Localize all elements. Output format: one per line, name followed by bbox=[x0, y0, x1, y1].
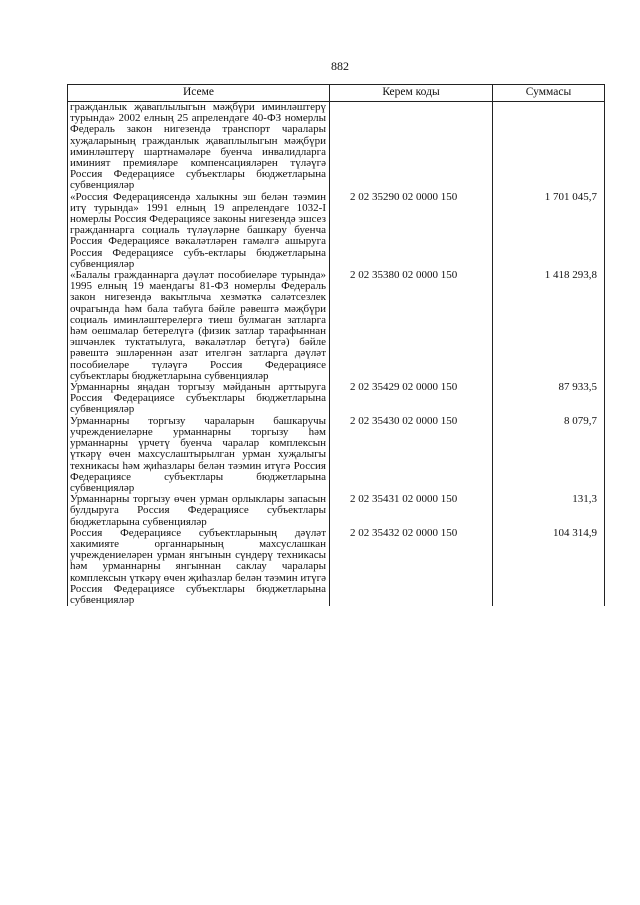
table-row bbox=[68, 494, 605, 528]
table-row bbox=[68, 270, 605, 382]
row-code: 2 02 35290 02 0000 150 bbox=[350, 190, 458, 203]
row-sum: 1 701 045,7 bbox=[493, 192, 605, 270]
table-row bbox=[68, 382, 605, 416]
table-row bbox=[68, 102, 605, 192]
row-sum: 131,3 bbox=[493, 494, 605, 528]
row-code: 2 02 35432 02 0000 150 bbox=[350, 526, 458, 539]
row-name: «Россия Федерациясендә халыкны эш белән тәэмин итү турында» 1991 елның 19 апрелендәге 1032-I номерлы Россия Федерациясе законы нигезендә эшсез гражданнарга социаль түләүләрне башкару буенча Россия Федерациясе вәкаләтләрен гамәлгә ашыруга Россия Федерациясе субъ-ектлары бюджетларына субвенцияләр bbox=[68, 192, 330, 270]
table-row bbox=[68, 192, 605, 270]
row-code: 2 02 35430 02 0000 150 bbox=[350, 414, 458, 427]
column-header-sum: Суммасы bbox=[493, 85, 605, 102]
row-code bbox=[330, 102, 493, 192]
row-name: Россия Федерациясе субъектларының дәүләт хакимияте органнарының махсуслашкан учреждениеләрен урман янгынын сүндерү техникасы һәм урманнарны янгыннан саклау чаралары комплексын үткәрү өчен җиһазлар белән тәэмин итүгә Россия Федерациясе субъектлары бюджетларына субвенцияләр bbox=[68, 528, 330, 606]
row-sum: 1 418 293,8 bbox=[493, 270, 605, 382]
row-code: 2 02 35429 02 0000 150 bbox=[350, 381, 458, 394]
row-sum: 87 933,5 bbox=[493, 382, 605, 416]
column-header-code: Керем коды bbox=[330, 85, 493, 102]
row-sum: 104 314,9 bbox=[493, 528, 605, 606]
row-code: 2 02 35380 02 0000 150 bbox=[350, 269, 458, 282]
table-row bbox=[68, 416, 605, 494]
table-header-row bbox=[68, 85, 605, 102]
row-name: Урманнарны яңадан торгызу мәйданын арттыруга Россия Федерациясе субъектлары бюджетларына субвенцияләр bbox=[68, 382, 330, 416]
row-name: Урманнарны торгызу өчен урман орлыклары запасын булдыруга Россия Федерациясе субъектлары бюджетларына субвенцияләр bbox=[68, 494, 330, 528]
budget-table bbox=[67, 84, 605, 606]
page-number: 882 bbox=[331, 59, 349, 73]
row-sum: 8 079,7 bbox=[493, 416, 605, 494]
row-code: 2 02 35431 02 0000 150 bbox=[350, 493, 458, 506]
row-name: «Балалы гражданнарга дәүләт пособиеләре турында» 1995 елның 19 маендагы 81-ФЗ номерлы Федераль закон нигезендә вакытлыча хезмәткә сәләтсезлек очрагында һәм бала табуга бәйле рәвештә мәҗбүри социаль иминләштерелергә тиеш булмаган затларга һәм оешмалар бетерелүгә (физик затлар тарафыннан эшчәнлек туктатылуга, вәкаләтләр бетүгә) бәйле рәвештә эшләреннән азат ителгән затларга дәүләт пособиеләре түләүгә Россия Федерациясе субъектлары бюджетларына субвенцияләр bbox=[68, 270, 330, 382]
row-sum bbox=[493, 102, 605, 192]
row-name: Урманнарны торгызу чараларын башкаручы учреждениеләрне урманнарны торгызу һәм урманнарны үрчетү буенча чаралар комплексын үткәрү өчен махсуслаштырылган урман хуҗалыгы техникасы һәм җиһазлары белән тәэмин итүгә Россия Федерациясе субъектлары бюджетларына субвенцияләр bbox=[68, 416, 330, 494]
column-header-name: Исеме bbox=[68, 85, 330, 102]
table-row bbox=[68, 528, 605, 606]
row-name: гражданлык җаваплылыгын мәҗбүри иминләштерү турында» 2002 елның 25 апрелендәге 40-ФЗ номерлы Федераль закон нигезендә транспорт чаралары хуҗаларының гражданлык җаваплылыгын мәҗбүри иминләштерү шартнамәләре буенча инвалидларга иминият премияләре компенсацияләрен түләүгә Россия Федерациясе субъектлары бюджетларына субвенцияләр bbox=[68, 102, 330, 192]
